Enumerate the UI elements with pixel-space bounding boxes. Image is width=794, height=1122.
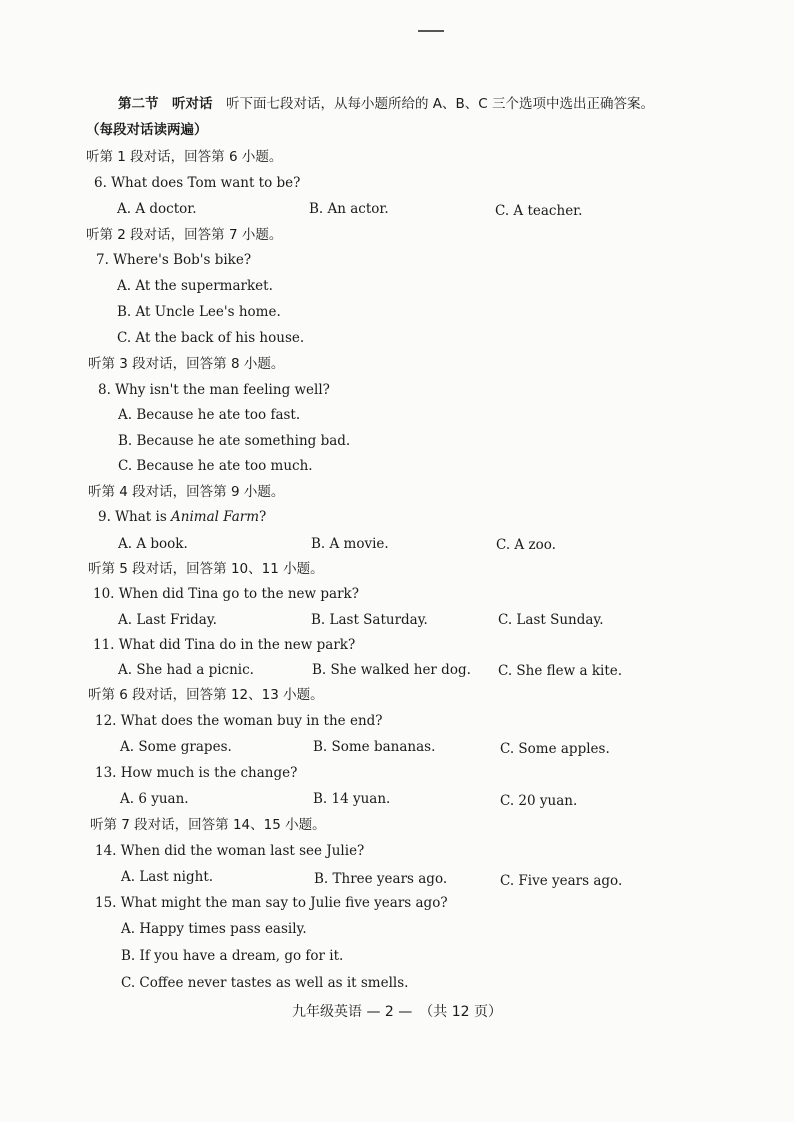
question-9-option-c: C. A zoo. [496, 537, 556, 553]
group-prompt-6: 听第 6 段对话，回答第 12、13 小题。 [88, 687, 324, 703]
question-11-stem: 11. What did Tina do in the new park? [93, 637, 356, 653]
question-7-option-b: B. At Uncle Lee's home. [117, 304, 281, 320]
question-11-option-b: B. She walked her dog. [312, 662, 471, 678]
top-mark [418, 30, 444, 32]
question-9-stem-prefix: 9. What is [98, 509, 172, 525]
question-7-stem: 7. Where's Bob's bike? [96, 252, 252, 268]
question-9-option-b: B. A movie. [311, 536, 389, 552]
question-15-stem: 15. What might the man say to Julie five years ago? [95, 895, 448, 911]
group-prompt-1: 听第 1 段对话，回答第 6 小题。 [86, 149, 283, 165]
question-13-option-a: A. 6 yuan. [120, 791, 189, 807]
question-12-option-b: B. Some bananas. [313, 739, 436, 755]
question-9-stem-suffix: ? [259, 509, 267, 525]
group-prompt-7: 听第 7 段对话，回答第 14、15 小题。 [90, 817, 326, 833]
question-8-option-c: C. Because he ate too much. [118, 458, 313, 474]
question-11-option-a: A. She had a picnic. [118, 662, 254, 678]
question-8-option-b: B. Because he ate something bad. [118, 433, 351, 449]
question-10-option-b: B. Last Saturday. [311, 612, 428, 628]
question-13-option-b: B. 14 yuan. [313, 791, 391, 807]
question-8-option-a: A. Because he ate too fast. [118, 407, 301, 423]
question-10-option-c: C. Last Sunday. [498, 612, 604, 628]
question-15-option-a: A. Happy times pass easily. [121, 921, 307, 937]
question-15-option-c: C. Coffee never tastes as well as it smells. [121, 975, 409, 991]
question-10-option-a: A. Last Friday. [118, 612, 217, 628]
question-10-stem: 10. When did Tina go to the new park? [93, 586, 359, 602]
group-prompt-2: 听第 2 段对话，回答第 7 小题。 [86, 227, 283, 243]
group-prompt-5: 听第 5 段对话，回答第 10、11 小题。 [88, 561, 324, 577]
question-14-option-a: A. Last night. [121, 869, 214, 885]
question-12-option-c: C. Some apples. [500, 741, 610, 757]
question-13-option-c: C. 20 yuan. [500, 793, 578, 809]
question-12-option-a: A. Some grapes. [120, 739, 232, 755]
question-9-stem [98, 508, 266, 526]
question-11-option-c: C. She flew a kite. [498, 663, 623, 679]
question-9-option-a: A. A book. [118, 536, 188, 552]
question-6-option-b: B. An actor. [309, 201, 389, 217]
question-14-stem: 14. When did the woman last see Julie? [95, 843, 365, 859]
question-7-option-a: A. At the supermarket. [117, 278, 273, 294]
question-8-stem: 8. Why isn't the man feeling well? [98, 382, 330, 398]
section-instruction: 听下面七段对话，从每小题所给的 A、B、C 三个选项中选出正确答案。 [226, 96, 655, 112]
question-13-stem: 13. How much is the change? [95, 765, 298, 781]
question-14-option-c: C. Five years ago. [500, 873, 623, 889]
question-14-option-b: B. Three years ago. [314, 871, 448, 887]
question-6-option-c: C. A teacher. [495, 203, 583, 219]
question-9-stem-title: Animal Farm [171, 509, 260, 525]
section-note: （每段对话读两遍） [86, 122, 208, 138]
group-prompt-4: 听第 4 段对话，回答第 9 小题。 [88, 484, 285, 500]
page-footer: 九年级英语 — 2 — （共 12 页） [292, 1004, 502, 1020]
question-15-option-b: B. If you have a dream, go for it. [121, 948, 344, 964]
section-header [118, 95, 654, 113]
question-6-option-a: A. A doctor. [117, 201, 197, 217]
question-7-option-c: C. At the back of his house. [117, 330, 305, 346]
question-12-stem: 12. What does the woman buy in the end? [95, 713, 383, 729]
group-prompt-3: 听第 3 段对话，回答第 8 小题。 [88, 356, 285, 372]
section-title: 第二节 听对话 [118, 96, 213, 112]
question-6-stem: 6. What does Tom want to be? [94, 175, 301, 191]
